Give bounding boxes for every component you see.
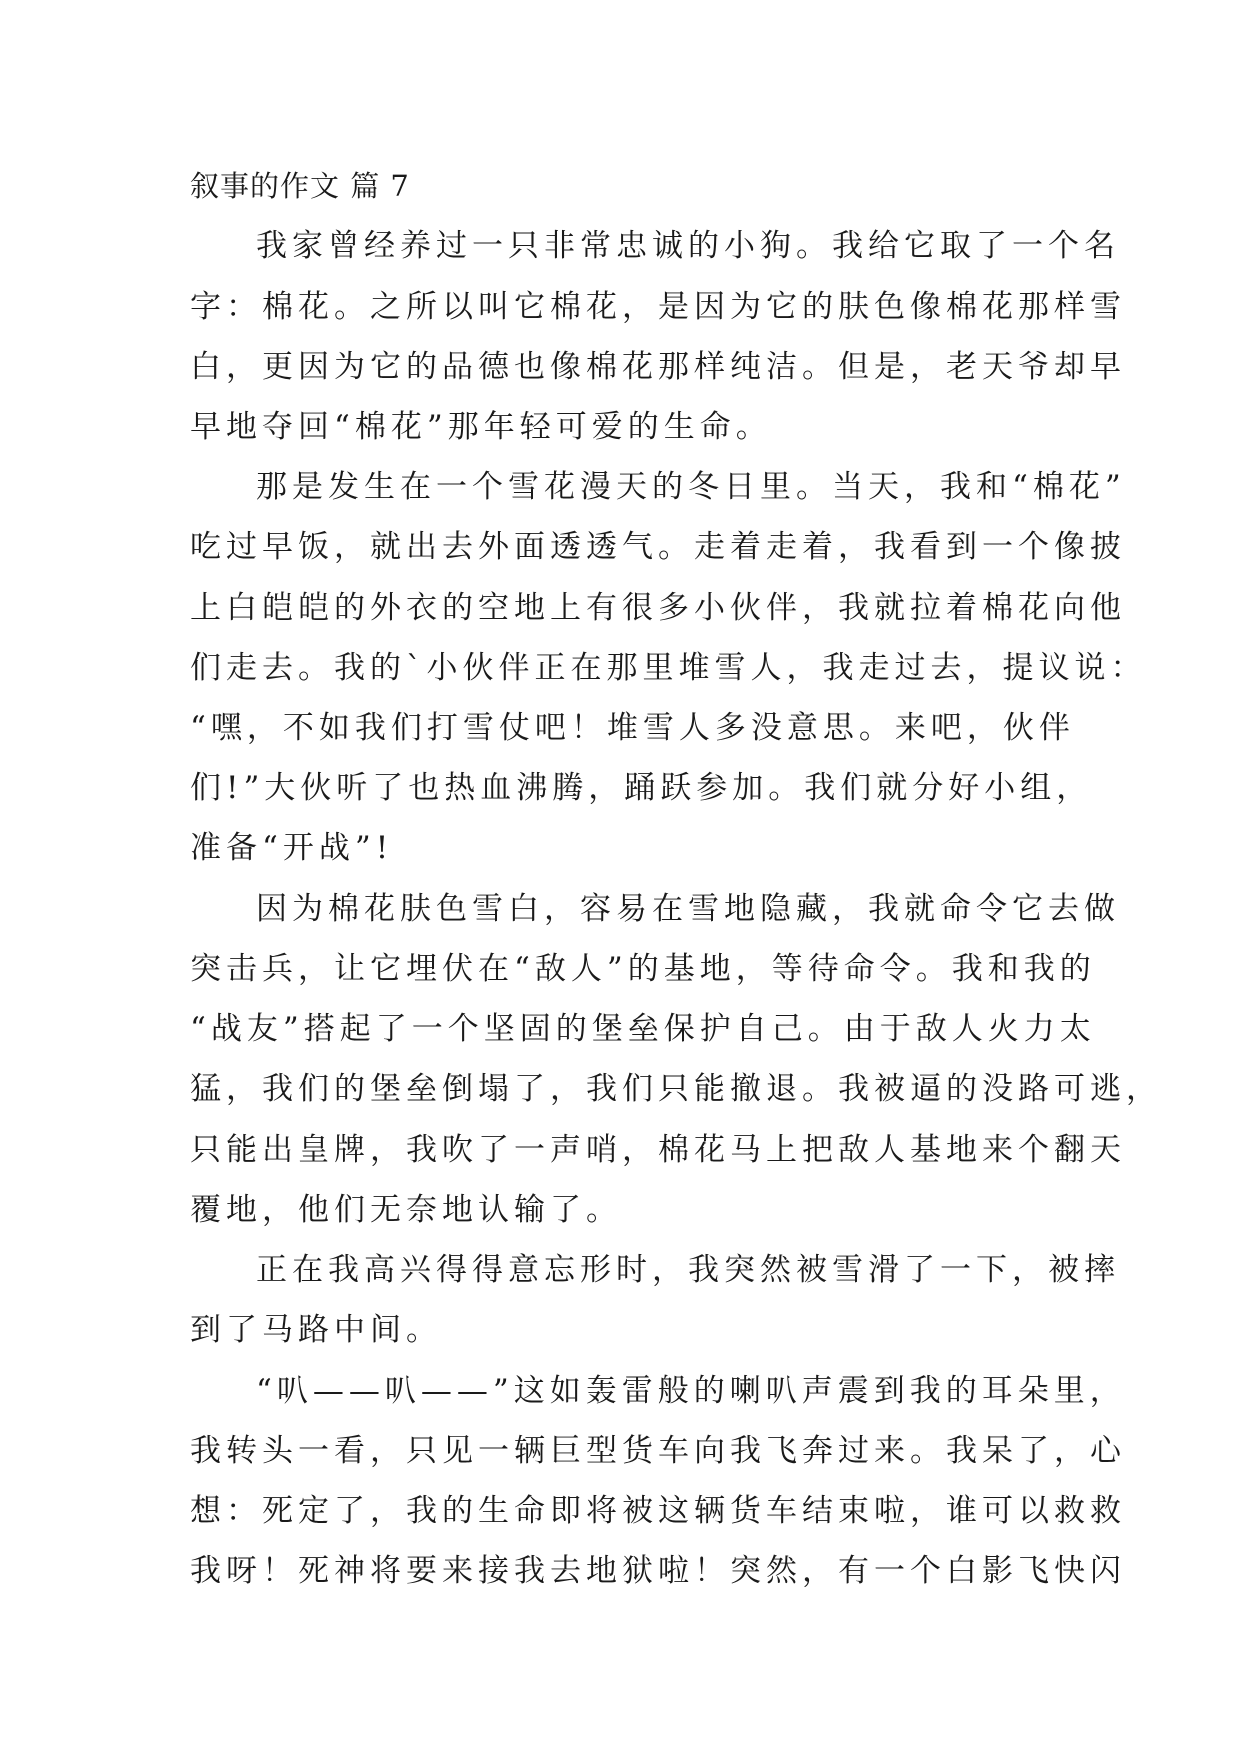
- text-line-11: 准备“开战”!: [190, 830, 394, 866]
- text-line-19: 到了马路中间。: [190, 1312, 442, 1348]
- text-line-2: 字：棉花。之所以叫它棉花，是因为它的肤色像棉花那样雪: [190, 289, 1126, 325]
- text-line-15: 猛，我们的堡垒倒塌了，我们只能撤退。我被逼的没路可逃，: [190, 1071, 1162, 1107]
- essay-title: 叙事的作文 篇 7: [190, 169, 410, 203]
- text-line-14: “战友”搭起了一个坚固的堡垒保护自己。由于敌人火力太: [190, 1011, 1096, 1047]
- text-line-10: 们!”大伙听了也热血沸腾，踊跃参加。我们就分好小组，: [190, 770, 1093, 806]
- text-line-22: 想：死定了，我的生命即将被这辆货车结束啦，谁可以救救: [190, 1493, 1126, 1529]
- text-line-4: 早地夺回“棉花”那年轻可爱的生命。: [190, 409, 772, 445]
- text-line-16: 只能出皇牌，我吹了一声哨，棉花马上把敌人基地来个翻天: [190, 1132, 1126, 1168]
- text-line-9: “嘿，不如我们打雪仗吧！堆雪人多没意思。来吧，伙伴: [190, 710, 1075, 746]
- text-line-18: 正在我高兴得得意忘形时，我突然被雪滑了一下，被摔: [256, 1252, 1120, 1288]
- text-line-7: 上白皑皑的外衣的空地上有很多小伙伴，我就拉着棉花向他: [190, 590, 1126, 626]
- text-line-17: 覆地，他们无奈地认输了。: [190, 1192, 622, 1228]
- text-line-12: 因为棉花肤色雪白，容易在雪地隐藏，我就命令它去做: [256, 891, 1120, 927]
- text-line-6: 吃过早饭，就出去外面透透气。走着走着，我看到一个像披: [190, 529, 1126, 565]
- text-line-23: 我呀！死神将要来接我去地狱啦！突然，有一个白影飞快闪: [190, 1553, 1126, 1589]
- text-line-5: 那是发生在一个雪花漫天的冬日里。当天，我和“棉花”: [256, 469, 1126, 505]
- text-line-1: 我家曾经养过一只非常忠诚的小狗。我给它取了一个名: [256, 228, 1120, 264]
- text-line-3: 白，更因为它的品德也像棉花那样纯洁。但是，老天爷却早: [190, 349, 1126, 385]
- text-line-8: 们走去。我的`小伙伴正在那里堆雪人，我走过去，提议说：: [190, 650, 1147, 686]
- text-line-13: 突击兵，让它埋伏在“敌人”的基地，等待命令。我和我的: [190, 951, 1096, 987]
- text-line-21: 我转头一看，只见一辆巨型货车向我飞奔过来。我呆了，心: [190, 1433, 1126, 1469]
- text-line-20: “叭——叭——”这如轰雷般的喇叭声震到我的耳朵里，: [256, 1373, 1126, 1409]
